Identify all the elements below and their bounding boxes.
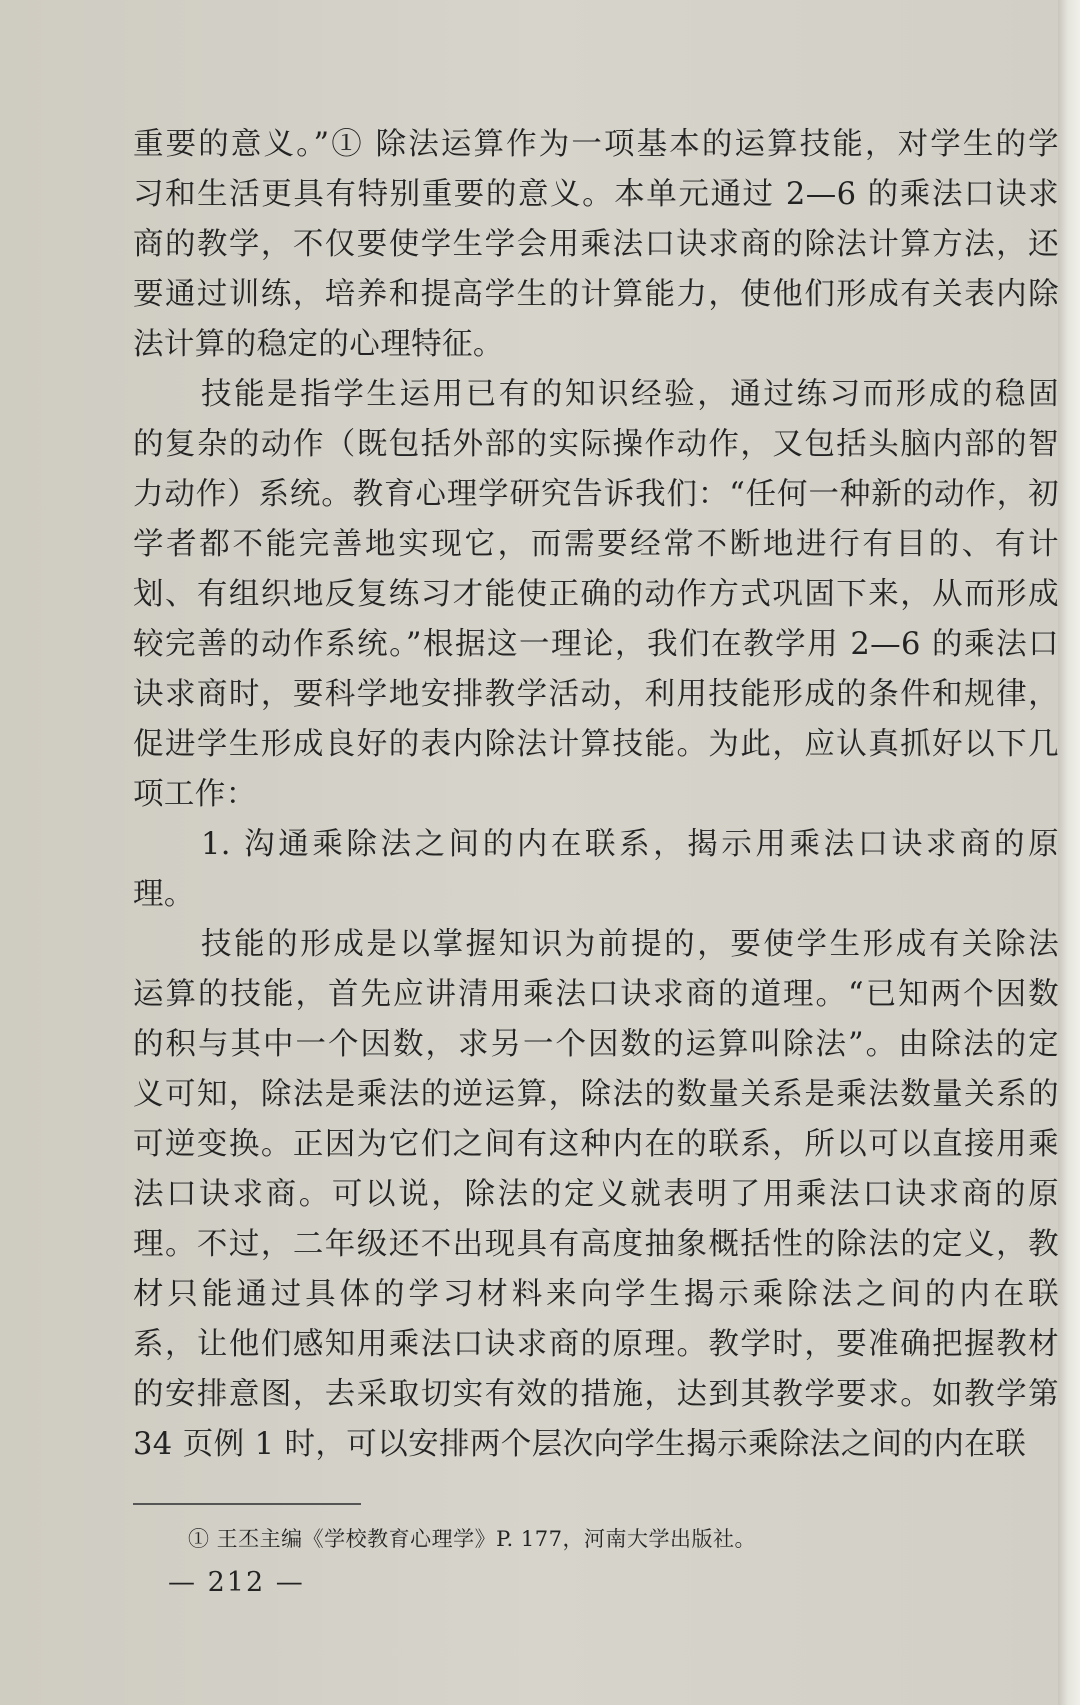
- paragraph: [133, 920, 1059, 1470]
- text-line: 理。不过，二年级还不出现具有高度抽象概括性的除法的定义，教: [133, 1227, 1059, 1262]
- text-line: 义可知，除法是乘法的逆运算，除法的数量关系是乘法数量关系的: [133, 1077, 1059, 1112]
- text-line: 重要的意义。”① 除法运算作为一项基本的运算技能，对学生的学: [133, 127, 1059, 162]
- text-line: 学者都不能完善地实现它，而需要经常不断地进行有目的、有计: [133, 527, 1059, 562]
- body-text: [133, 120, 1059, 1470]
- paragraph: [133, 120, 1059, 370]
- text-line: 的积与其中一个因数，求另一个因数的运算叫除法”。由除法的定: [133, 1027, 1059, 1062]
- paragraph: [133, 820, 1059, 920]
- paragraph: [133, 370, 1059, 820]
- text-line: 运算的技能，首先应讲清用乘法口诀求商的道理。“已知两个因数: [133, 977, 1059, 1012]
- text-line: 划、有组织地反复练习才能使正确的动作方式巩固下来，从而形成: [133, 577, 1059, 612]
- text-line: 较完善的动作系统。”根据这一理论，我们在教学用 2—6 的乘法口: [133, 627, 1059, 662]
- text-line: 可逆变换。正因为它们之间有这种内在的联系，所以可以直接用乘: [133, 1127, 1059, 1162]
- text-line: 技能是指学生运用已有的知识经验，通过练习而形成的稳固: [201, 377, 1059, 412]
- text-line: 习和生活更具有特别重要的意义。本单元通过 2—6 的乘法口诀求: [133, 177, 1059, 212]
- text-line: 34 页例 1 时，可以安排两个层次向学生揭示乘除法之间的内在联: [133, 1427, 1027, 1462]
- text-line: 系，让他们感知用乘法口诀求商的原理。教学时，要准确把握教材: [133, 1327, 1059, 1362]
- footnote: ① 王丕主编《学校教育心理学》P. 177，河南大学出版社。: [188, 1527, 756, 1551]
- text-line: 1. 沟通乘除法之间的内在联系，揭示用乘法口诀求商的原: [201, 827, 1059, 862]
- text-line: 商的教学，不仅要使学生学会用乘法口诀求商的除法计算方法，还: [133, 227, 1059, 262]
- text-line: 诀求商时，要科学地安排教学活动，利用技能形成的条件和规律，: [133, 677, 1059, 712]
- footnote-divider: [133, 1503, 361, 1505]
- text-line: 促进学生形成良好的表内除法计算技能。为此，应认真抓好以下几: [133, 727, 1059, 762]
- text-line: 法口诀求商。可以说，除法的定义就表明了用乘法口诀求商的原: [133, 1177, 1059, 1212]
- text-line: 的安排意图，去采取切实有效的措施，达到其教学要求。如教学第: [133, 1377, 1059, 1412]
- text-line: 要通过训练，培养和提高学生的计算能力，使他们形成有关表内除: [133, 277, 1059, 312]
- text-line: 技能的形成是以掌握知识为前提的，要使学生形成有关除法: [201, 927, 1059, 962]
- text-line: 项工作：: [133, 777, 257, 812]
- text-line: 力动作）系统。教育心理学研究告诉我们：“任何一种新的动作，初: [133, 477, 1059, 512]
- text-line: 的复杂的动作（既包括外部的实际操作动作，又包括头脑内部的智: [133, 427, 1059, 462]
- text-line: 材只能通过具体的学习材料来向学生揭示乘除法之间的内在联: [133, 1277, 1059, 1312]
- page-number: — 212 —: [168, 1567, 305, 1598]
- page-edge: [1058, 0, 1080, 1705]
- text-line: 理。: [133, 877, 195, 912]
- text-line: 法计算的稳定的心理特征。: [133, 327, 504, 362]
